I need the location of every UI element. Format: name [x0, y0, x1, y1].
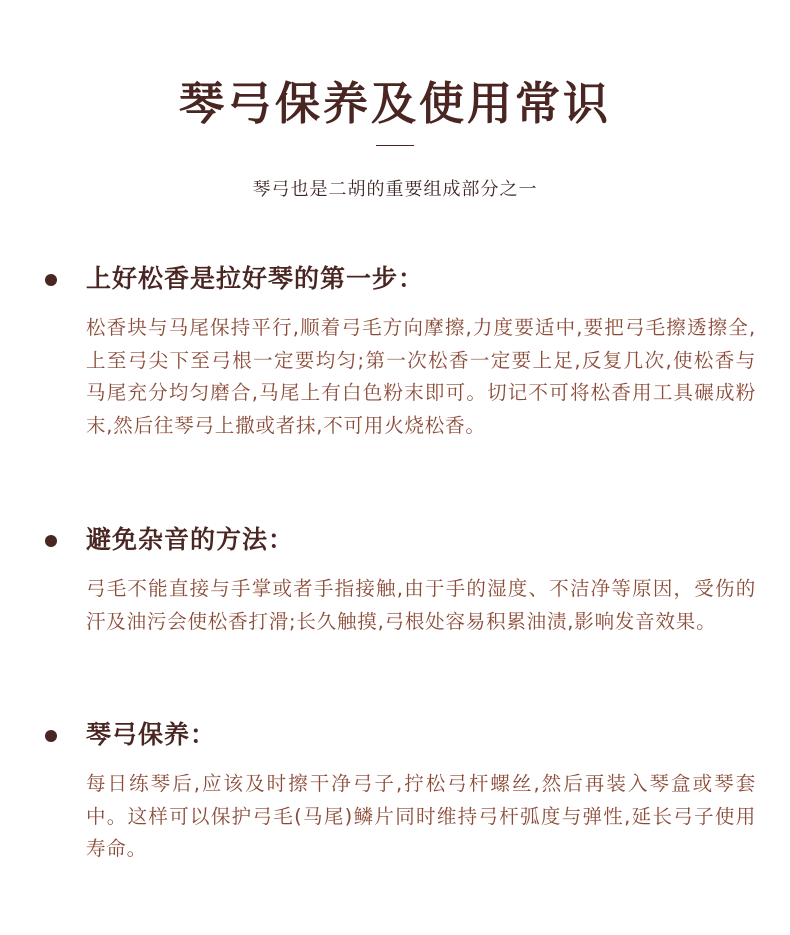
- section-heading: 琴弓保养：: [86, 720, 217, 749]
- bullet-dot-icon: [45, 274, 57, 286]
- page-title: 琴弓保养及使用常识: [178, 77, 611, 130]
- section-heading: 避免杂音的方法：: [86, 525, 295, 554]
- bullet-dot-icon: [45, 535, 57, 547]
- section-body: 每日练琴后,应该及时擦干净弓子,拧松弓杆螺丝,然后再装入琴盒或琴套中。这样可以保护弓毛(马尾)鳞片同时维持弓杆弧度与弹性,延长弓子使用寿命。: [86, 772, 756, 860]
- section-heading: 上好松香是拉好琴的第一步：: [86, 264, 425, 293]
- bullet-dot-icon: [45, 730, 57, 742]
- section-body: 松香块与马尾保持平行,顺着弓毛方向摩擦,力度要适中,要把弓毛擦透擦全,上至弓尖下至弓根一定要均匀;第一次松香一定要上足,反复几次,使松香与马尾充分均匀磨合,马尾上有白色粉末即可。切记不可将松香用工具碾成粉末,然后往琴弓上撒或者抹,不可用火烧松香。: [86, 316, 756, 437]
- page-subtitle: 琴弓也是二胡的重要组成部分之一: [252, 179, 538, 200]
- section-body: 弓毛不能直接与手掌或者手指接触,由于手的湿度、不洁净等原因，受伤的汗及油污会使松香打滑;长久触摸,弓根处容易积累油渍,影响发音效果。: [86, 577, 756, 633]
- title-divider: [376, 145, 414, 146]
